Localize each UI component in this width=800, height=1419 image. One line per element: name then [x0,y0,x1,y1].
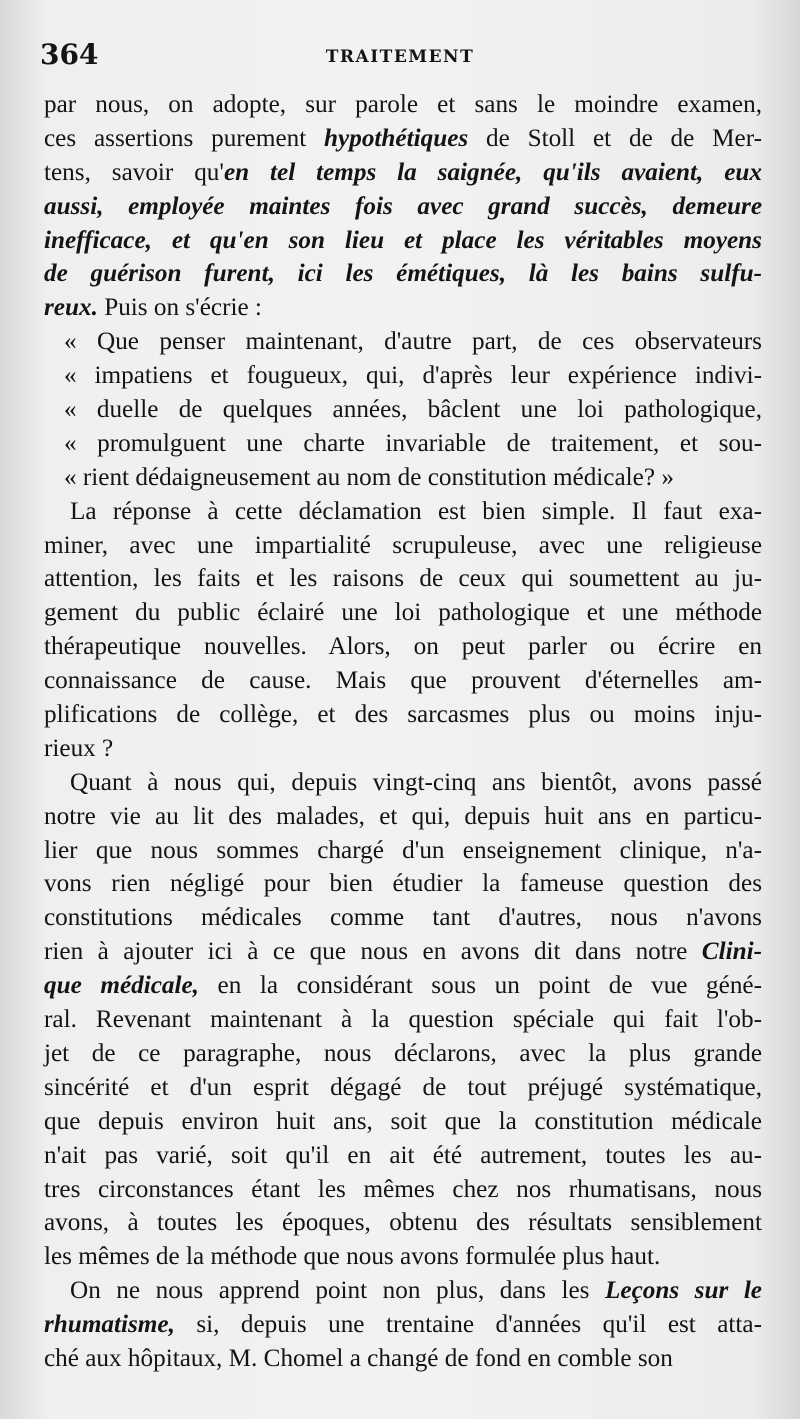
text-run: thérapeutique nouvelles. Alors, on peut parler ou écrire en [44,633,762,661]
text-run: Puis on s'écrie : [97,294,262,322]
text-line [44,834,762,868]
text-run: tens, savoir qu' [44,158,224,186]
italic-run: de guérison furent, ici les émétiques, là les bains sulfu- [44,260,762,288]
text-run: rieux ? [44,734,114,762]
text-line [44,1003,762,1037]
text-run: n'ait pas varié, soit qu'il en ait été autrement, toutes les au- [44,1141,762,1169]
text-run: plifications de collège, et des sarcasmes plus ou moins inju- [44,701,762,729]
text-run: « duelle de quelques années, bâclent une loi pathologique, [64,396,762,424]
text-line [44,1071,762,1105]
text-line [44,901,762,935]
text-run: vons rien négligé pour bien étudier la fameuse question des [44,870,762,898]
text-line [44,156,762,190]
text-line [44,664,762,698]
text-line [44,596,762,630]
text-run: attention, les faits et les raisons de ceux qui soumettent au ju- [44,565,762,593]
text-line [44,224,762,258]
text-line [44,732,762,766]
text-line [44,1274,762,1308]
italic-run: que médicale, [44,972,199,1000]
text-run: si, depuis une trentaine d'années qu'il est atta- [174,1311,762,1339]
text-run: en la considérant sous un point de vue géné- [198,972,762,1000]
text-line [44,1240,762,1274]
text-run: miner, avec une impartialité scrupuleuse, avec une religieuse [44,531,762,559]
text-run: notre vie au lit des malades, et qui, depuis huit ans en particu- [44,802,762,830]
text-line [44,495,762,529]
text-run: Quant à nous qui, depuis vingt-cinq ans bientôt, avons passé [70,768,762,796]
text-line [44,562,762,596]
body-text [44,88,762,1376]
text-run: rien à ajouter ici à ce que nous en avons dit dans notre [44,938,702,966]
text-run: lier que nous sommes chargé d'un enseignement clinique, n'a- [44,836,762,864]
text-line [44,325,762,359]
text-run: gement du public éclairé une loi pathologique et une méthode [44,599,762,627]
italic-run: hypothétiques [324,124,469,152]
text-line [44,1139,762,1173]
text-run: avons, à toutes les époques, obtenu des résultats sensiblement [44,1209,762,1237]
text-run: constitutions médicales comme tant d'autres, nous n'avons [44,904,762,932]
text-line [44,461,762,495]
text-run: ral. Revenant maintenant à la question spéciale qui fait l'ob- [44,1006,762,1034]
text-line [44,1173,762,1207]
text-run: On ne nous apprend point non plus, dans les [70,1277,605,1305]
text-line [44,257,762,291]
text-line [44,1342,762,1376]
text-run: les mêmes de la méthode que nous avons formulée plus haut. [44,1243,661,1271]
text-line [44,190,762,224]
text-run: sincérité et d'un esprit dégagé de tout préjugé systématique, [44,1073,762,1101]
text-run: ché aux hôpitaux, M. Chomel a changé de fond en comble son [44,1344,673,1372]
text-run: ces assertions purement [44,124,325,152]
italic-run: Leçons sur le [605,1277,762,1305]
text-line [44,935,762,969]
text-line [44,969,762,1003]
italic-run: aussi, employée maintes fois avec grand succès, demeure [44,192,762,220]
text-run: « impatiens et fougueux, qui, d'après leur expérience indivi- [64,362,762,390]
text-line [44,766,762,800]
text-line [44,1037,762,1071]
text-line [44,359,762,393]
text-line [44,122,762,156]
text-line [44,1206,762,1240]
text-line [44,867,762,901]
text-run: de Stoll et de de Mer- [468,124,762,152]
text-line [44,630,762,664]
text-line [44,393,762,427]
text-line [44,800,762,834]
italic-run: reux. [44,294,98,322]
text-run: que depuis environ huit ans, soit que la constitution médicale [44,1107,762,1135]
text-line [44,1308,762,1342]
text-line [44,291,762,325]
text-run: par nous, on adopte, sur parole et sans le moindre examen, [44,91,762,118]
italic-run: inefficace, et qu'en son lieu et place les véritables moyens [44,226,762,254]
italic-run: Clini- [701,938,762,966]
text-line [44,529,762,563]
text-run: « Que penser maintenant, d'autre part, de ces observateurs [64,328,762,356]
text-run: connaissance de cause. Mais que prouvent d'éternelles am- [44,667,762,695]
text-line [44,427,762,461]
text-run: La réponse à cette déclamation est bien simple. Il faut exa- [70,497,762,525]
italic-run: rhumatisme, [44,1311,175,1339]
page-number: 364 [40,38,99,71]
text-run: jet de ce paragraphe, nous déclarons, avec la plus grande [44,1039,762,1067]
text-line [44,1105,762,1139]
italic-run: en tel temps la saignée, qu'ils avaient, eux [223,158,763,186]
text-line [44,698,762,732]
text-line [44,88,762,122]
text-run: « rient dédaigneusement au nom de constitution médicale? » [64,463,674,491]
text-run: tres circonstances étant les mêmes chez nos rhumatisans, nous [44,1175,762,1203]
page-header [40,38,760,78]
running-head: TRAITEMENT [325,47,475,67]
text-run: « promulguent une charte invariable de traitement, et sou- [64,429,762,457]
